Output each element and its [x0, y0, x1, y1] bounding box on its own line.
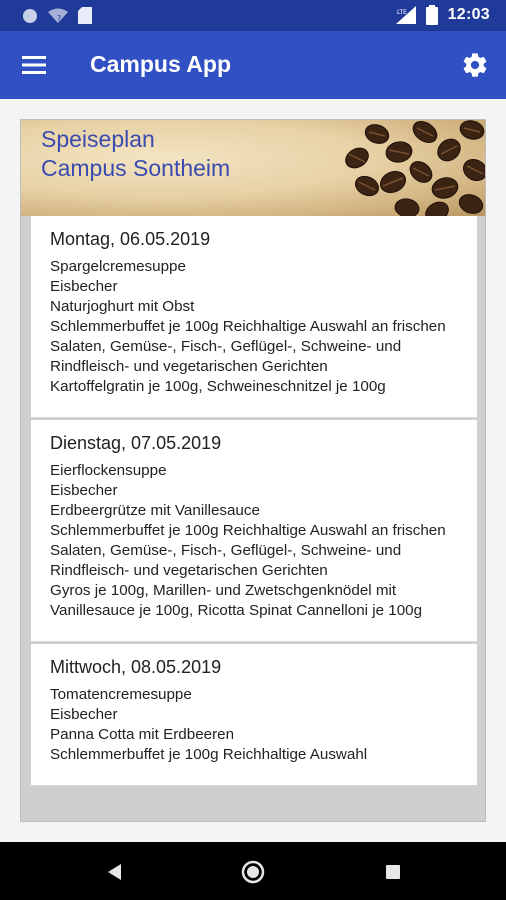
menu-dish: Erdbeergrütze mit Vanillesauce: [50, 502, 260, 519]
content-area: [0, 99, 506, 842]
wifi-icon: [48, 8, 68, 24]
menu-dish: Tomatencremesuppe: [50, 686, 192, 703]
menu-dish: Naturjoghurt mit Obst: [50, 298, 195, 315]
menu-card: [20, 119, 486, 822]
menu-dish: Eisbecher: [50, 706, 118, 723]
gear-icon: [461, 51, 489, 79]
hamburger-menu-icon: [22, 56, 46, 74]
svg-text:?: ?: [57, 13, 62, 23]
circle-notification-icon: [22, 8, 38, 24]
home-icon: [241, 860, 265, 884]
recents-button[interactable]: [378, 857, 408, 887]
status-time: 12:03: [447, 6, 490, 23]
menu-dish: Kartoffelgratin je 100g, Schweineschnitzel je 100g: [50, 378, 386, 395]
menu-dish: Panna Cotta mit Erdbeeren: [50, 726, 235, 743]
lte-signal-icon: [396, 6, 416, 24]
menu-day-date: Mittwoch, 08.05.2019: [50, 657, 222, 677]
menu-day-item: [31, 644, 477, 786]
battery-icon: [426, 5, 438, 25]
menu-dish: Schlemmerbuffet je 100g Reichhaltige Auswahl an frischen Salaten, Gemüse-, Fisch-, Geflügel-, Schweine- und Rindfleisch- und vegetarischen Gerichten: [50, 522, 446, 579]
app-bar: [0, 31, 506, 99]
back-icon: [106, 863, 122, 881]
menu-dish: Schlemmerbuffet je 100g Reichhaltige Auswahl: [50, 746, 368, 763]
menu-dish: Eisbecher: [50, 482, 118, 499]
menu-dish: Schlemmerbuffet je 100g Reichhaltige Auswahl an frischen Salaten, Gemüse-, Fisch-, Geflügel-, Schweine- und Rindfleisch- und vegetarischen Gerichten: [50, 318, 446, 375]
menu-list[interactable]: [31, 216, 477, 822]
hamburger-menu-button[interactable]: [14, 47, 54, 83]
menu-day-item: [31, 420, 477, 642]
home-button[interactable]: [238, 857, 268, 887]
status-icons-right: [396, 5, 490, 25]
menu-dish: Spargelcremesuppe: [50, 258, 186, 275]
app-title: Campus App: [90, 51, 231, 77]
menu-dish: Gyros je 100g, Marillen- und Zwetschgenknödel mit Vanillesauce je 100g, Ricotta Spinat Cannelloni je 100g: [50, 582, 423, 619]
navigation-bar: [0, 842, 506, 900]
banner-title: Speiseplan Campus Sontheim: [41, 126, 231, 181]
status-icons-left: [22, 7, 92, 24]
recents-icon: [385, 864, 401, 880]
menu-day-date: Dienstag, 07.05.2019: [50, 433, 222, 453]
menu-day-date: Montag, 06.05.2019: [50, 229, 211, 249]
coffee-beans-image: [337, 120, 486, 216]
menu-dish: Eierflockensuppe: [50, 462, 167, 479]
banner: [21, 120, 486, 216]
back-button[interactable]: [99, 857, 129, 887]
menu-dish: Eisbecher: [50, 278, 118, 295]
settings-button[interactable]: [456, 46, 494, 84]
sd-card-icon: [78, 7, 92, 24]
svg-text:LTE: LTE: [396, 9, 407, 16]
status-bar: [0, 0, 506, 31]
menu-day-item: [31, 216, 477, 418]
